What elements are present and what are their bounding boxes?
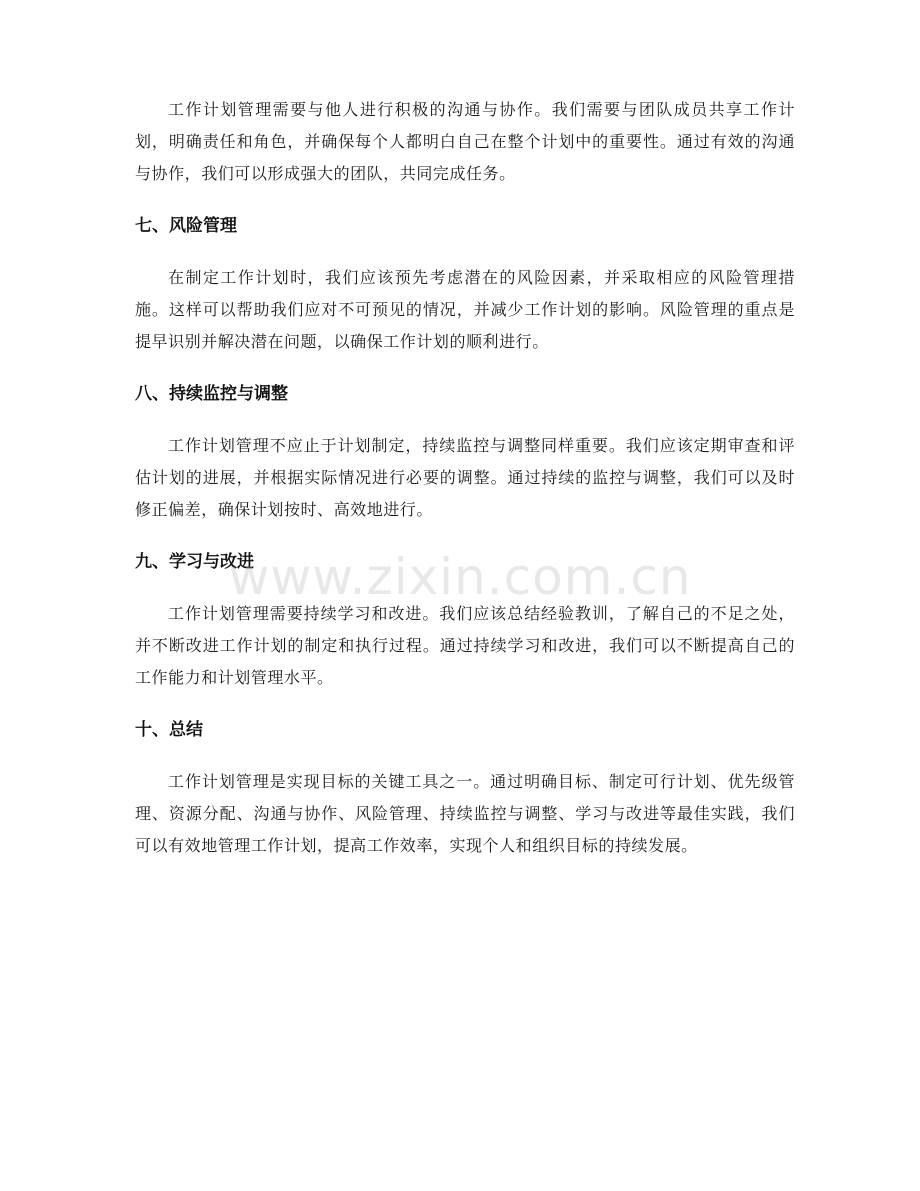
heading-risk-management: 七、风险管理	[135, 216, 237, 236]
paragraph-learning-improvement: 工作计划管理需要持续学习和改进。我们应该总结经验教训，了解自己的不足之处，并不断改进工作计划的制定和执行过程。通过持续学习和改进，我们可以不断提高自己的工作能力和计划管理水平。	[135, 604, 795, 687]
paragraph-communication: 工作计划管理需要与他人进行积极的沟通与协作。我们需要与团队成员共享工作计划，明确责任和角色，并确保每个人都明白自己在整个计划中的重要性。通过有效的沟通与协作，我们可以形成强大的团队，共同完成任务。	[135, 100, 795, 183]
document-body	[135, 94, 795, 862]
watermark-text: www.zixin.com.cn	[228, 548, 692, 606]
paragraph-monitoring-adjustment: 工作计划管理不应止于计划制定，持续监控与调整同样重要。我们应该定期审查和评估计划的进展，并根据实际情况进行必要的调整。通过持续的监控与调整，我们可以及时修正偏差，确保计划按时、高效地进行。	[135, 436, 795, 519]
paragraph-summary: 工作计划管理是实现目标的关键工具之一。通过明确目标、制定可行计划、优先级管理、资源分配、沟通与协作、风险管理、持续监控与调整、学习与改进等最佳实践，我们可以有效地管理工作计划，提高工作效率，实现个人和组织目标的持续发展。	[135, 772, 795, 855]
paragraph-risk-management: 在制定工作计划时，我们应该预先考虑潜在的风险因素，并采取相应的风险管理措施。这样可以帮助我们应对不可预见的情况，并减少工作计划的影响。风险管理的重点是提早识别并解决潜在问题，以确保工作计划的顺利进行。	[135, 268, 795, 351]
heading-learning-improvement: 九、学习与改进	[135, 552, 254, 572]
heading-summary: 十、总结	[135, 720, 203, 740]
heading-monitoring-adjustment: 八、持续监控与调整	[135, 384, 288, 404]
